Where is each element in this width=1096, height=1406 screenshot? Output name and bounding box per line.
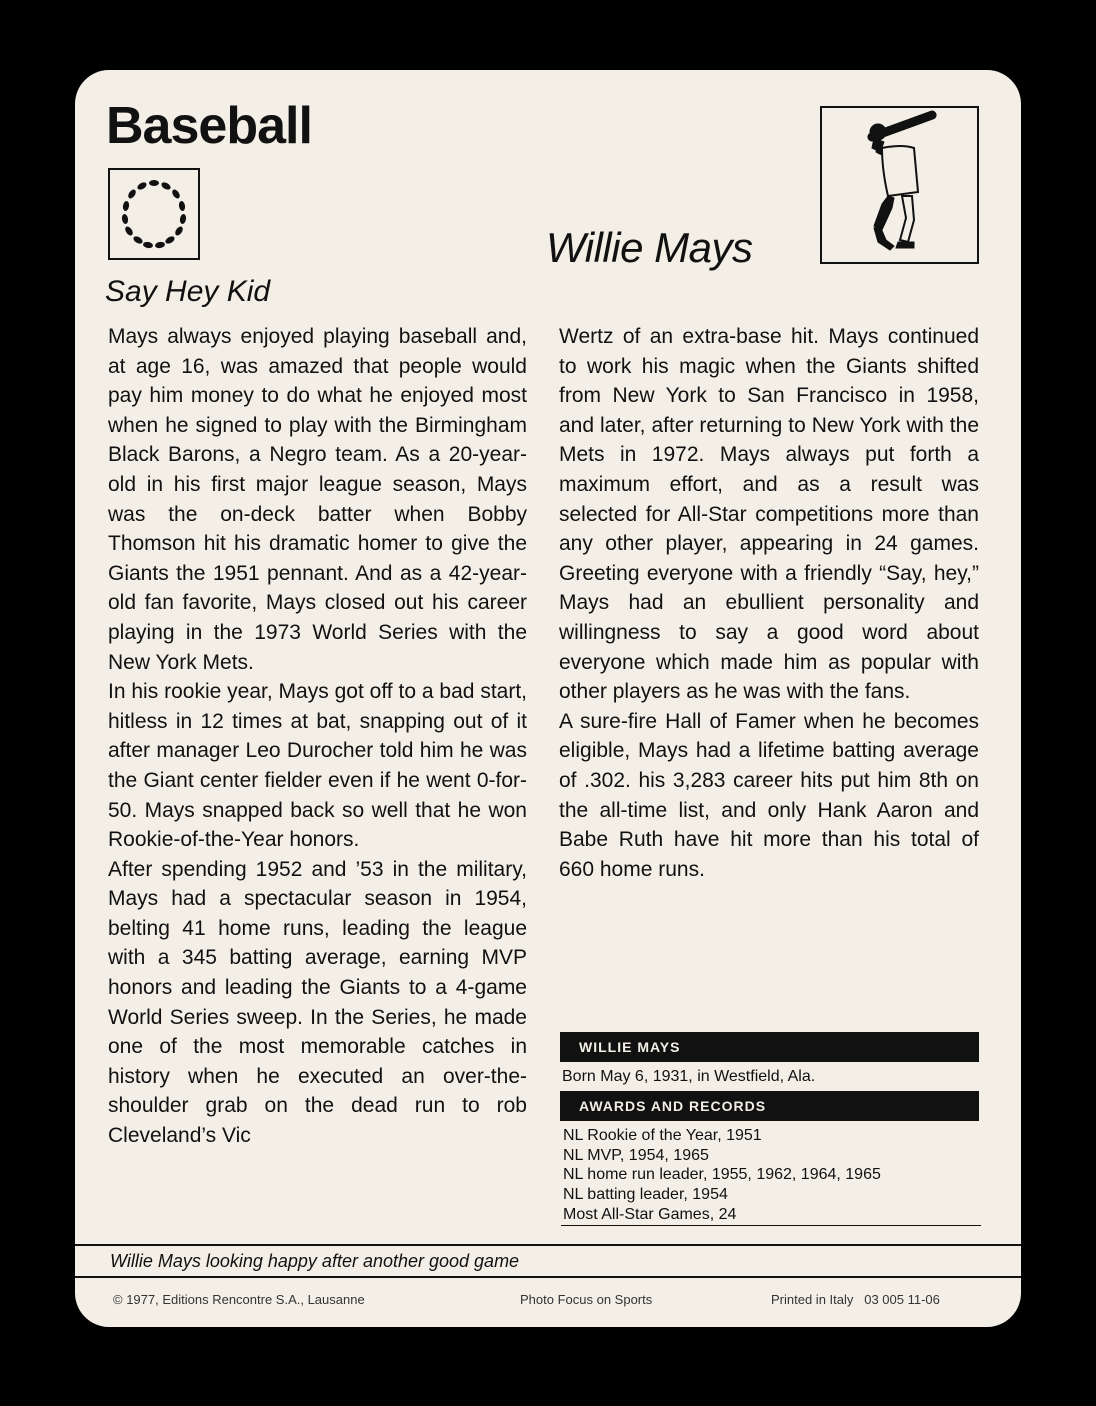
bio-paragraph: Wertz of an extra-base hit. Mays continued to work his magic when the Giants shifted from New York to San Francisco in 1958, and later, after returning to New York with the Mets in 1972. Mays always put forth a maximum effort, and as a result was selected for All-Star competitions more than any other player, appearing in 24 games. Greeting everyone with a friendly “Say, hey,” Mays had an ebullient personality and willingness to say a good word about everyone which made him as popular with other players as he was with the fans. — [559, 325, 979, 704]
birth-info: Born May 6, 1931, in Westfield, Ala. — [562, 1068, 816, 1085]
category-badge — [108, 168, 200, 260]
player-name: Willie Mays — [546, 224, 753, 271]
bio-column-left — [108, 322, 527, 1151]
copyright: © 1977, Editions Rencontre S.A., Lausanne — [113, 1292, 365, 1307]
list-item: NL home run leader, 1955, 1962, 1964, 1965 — [563, 1166, 881, 1184]
awards-list — [563, 1126, 881, 1225]
bio-paragraph: In his rookie year, Mays got off to a bad start, hitless in 12 times at bat, snapping out of it after manager Leo Durocher told him he was the Giant center fielder even if he went 0-for-50. Mays snapped back so well that he won Rookie-of-the-Year honors. — [108, 680, 527, 852]
list-item: NL Rookie of the Year, 1951 — [563, 1127, 762, 1144]
name-heading: WILLIE MAYS — [560, 1032, 979, 1062]
bio-column-right — [559, 322, 979, 884]
awards-heading: AWARDS AND RECORDS — [560, 1091, 979, 1121]
bio-paragraph: A sure-fire Hall of Famer when he becomes eligible, Mays had a lifetime batting average of .302. his 3,283 career hits put him 8th on the all-time list, and only Hank Aaron and Babe Ruth have hit more than his total of 660 home runs. — [559, 709, 979, 881]
list-item: NL MVP, 1954, 1965 — [563, 1146, 709, 1164]
sport-title: Baseball — [106, 97, 312, 155]
pose-badge — [820, 106, 979, 264]
divider — [75, 1276, 1021, 1278]
bio-paragraph: Mays always enjoyed playing baseball and, at age 16, was amazed that people would pay him money to do what he enjoyed most when he signed to play with the Birmingham Black Barons, a Negro team. As a 20-year-old in his first major league season, Mays was the on-deck batter when Bobby Thomson hit his dramatic homer to give the Giants the 1951 pennant. And as a 42-year-old fan favorite, Mays closed out his career playing in the 1973 World Series with the New York Mets. — [108, 325, 527, 674]
player-nickname: Say Hey Kid — [105, 275, 271, 308]
list-item: Most All-Star Games, 24 — [563, 1205, 737, 1223]
print-info: Printed in Italy 03 005 11-06 — [771, 1292, 940, 1307]
batter-silhouette-icon — [822, 108, 977, 262]
bio-paragraph: After spending 1952 and ’53 in the military, Mays had a spectacular season in 1954, belting 41 home runs, leading the league with a 345 batting average, earning MVP honors and leading the Giants to a 4-game World Series sweep. In the Series, he made one of the most memorable catches in history when he executed an over-the-shoulder grab on the dead run to rob Cleveland’s Vic — [108, 857, 527, 1148]
divider — [75, 1244, 1021, 1246]
photo-credit: Photo Focus on Sports — [520, 1292, 653, 1307]
laurel-wreath-icon — [110, 170, 198, 258]
photo-caption: Willie Mays looking happy after another good game — [110, 1251, 520, 1271]
sport-card — [75, 70, 1021, 1327]
list-item: NL batting leader, 1954 — [563, 1186, 728, 1204]
divider — [561, 1225, 981, 1226]
